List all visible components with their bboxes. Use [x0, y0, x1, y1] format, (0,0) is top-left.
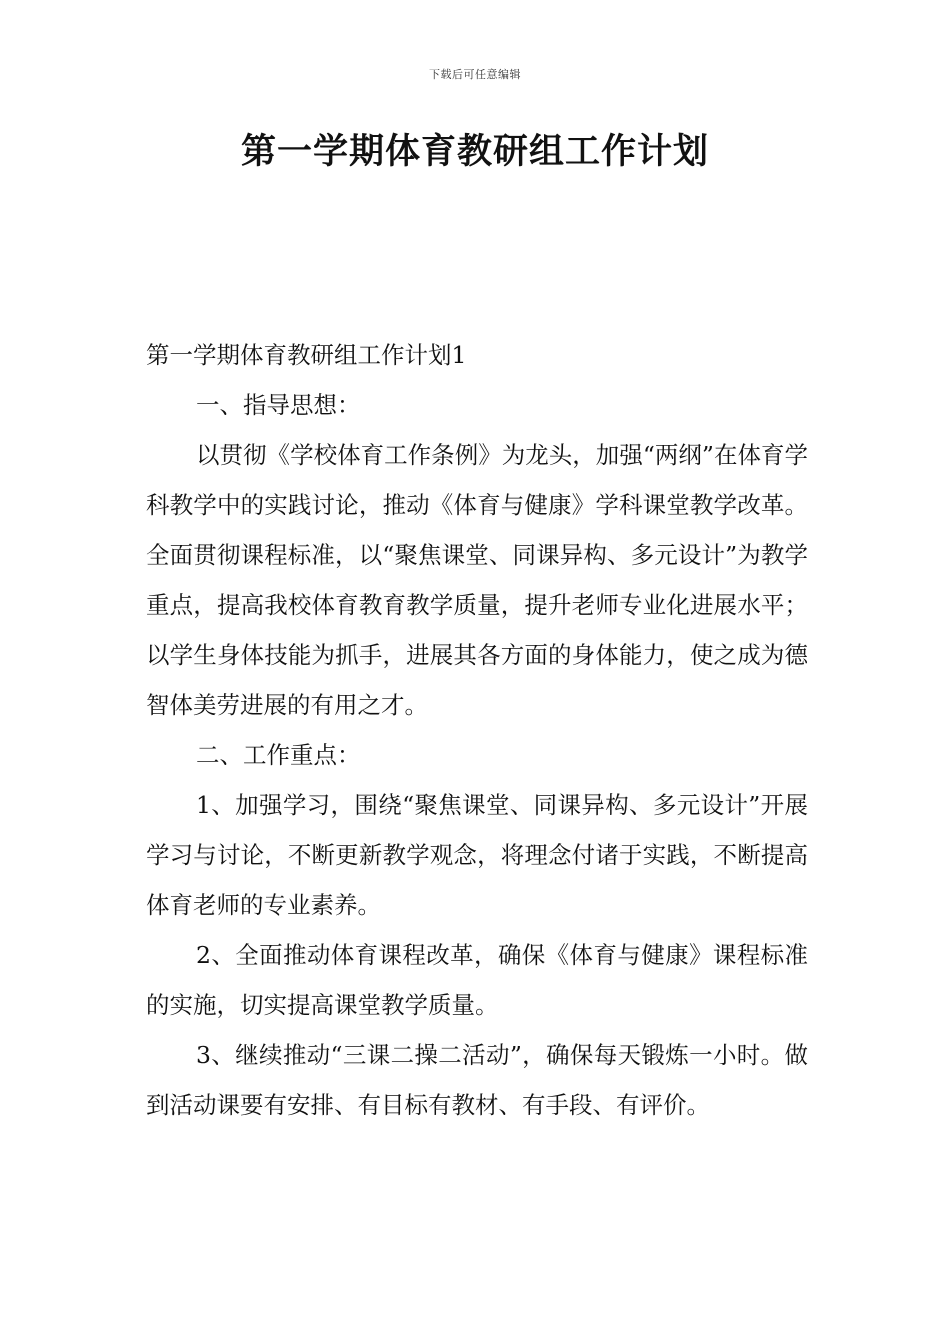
document-title: 第一学期体育教研组工作计划 — [240, 132, 709, 172]
header-note: 下载后可任意编辑 — [429, 68, 521, 81]
document-body — [146, 330, 808, 1130]
subsection-heading-guiding-ideas: 一、指导思想： — [196, 391, 361, 419]
paragraph-guiding-ideas: 以贯彻《学校体育工作条例》为龙头，加强“两纲”在体育学科教学中的实践讨论，推动《体育与健康》学科课堂教学改革。全面贯彻课程标准，以“聚焦课堂、同课异构、多元设计”为教学重点，提高我校体育教育教学质量，提升老师专业化进展水平；以学生身体技能为抓手，进展其各方面的身体能力，使之成为德智体美劳进展的有用之才。 — [146, 441, 808, 719]
paragraph-item-2: 2、全面推动体育课程改革，确保《体育与健康》课程标准的实施，切实提高课堂教学质量。 — [146, 941, 808, 1019]
subsection-heading-work-focus: 二、工作重点： — [196, 741, 361, 769]
paragraph-item-3: 3、继续推动“三课二操二活动”，确保每天锻炼一小时。做到活动课要有安排、有目标有教材、有手段、有评价。 — [146, 1041, 808, 1119]
paragraph-item-1: 1、加强学习，围绕“聚焦课堂、同课异构、多元设计”开展学习与讨论，不断更新教学观念，将理念付诸于实践，不断提高体育老师的专业素养。 — [146, 791, 808, 919]
section-heading: 第一学期体育教研组工作计划1 — [146, 341, 467, 369]
